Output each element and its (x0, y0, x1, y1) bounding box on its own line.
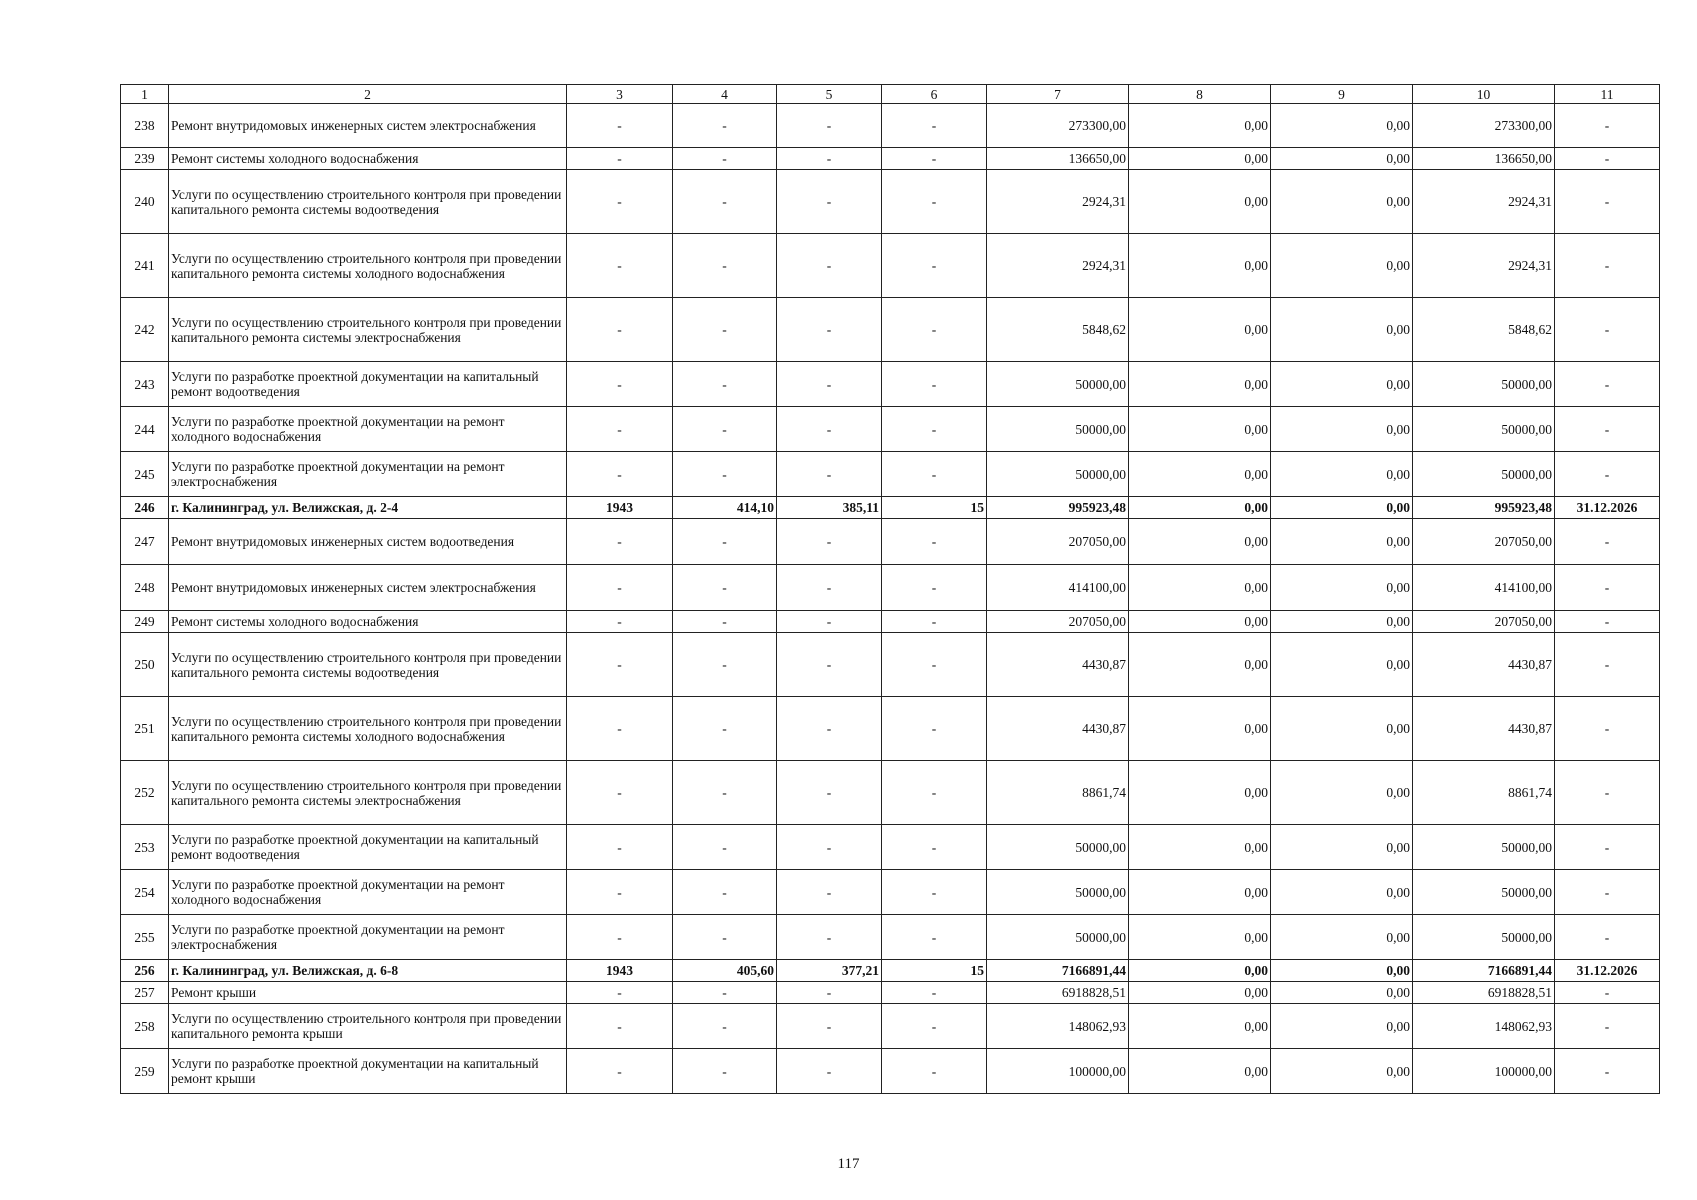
col-8-value: 0,00 (1129, 497, 1271, 519)
table-row (121, 870, 1660, 915)
col-5-value: - (777, 1004, 882, 1049)
row-number: 240 (121, 170, 169, 234)
col-5-value: - (777, 298, 882, 362)
col-9-value: 0,00 (1271, 407, 1413, 452)
col-9-value: 0,00 (1271, 565, 1413, 611)
col-6-value: - (882, 611, 987, 633)
col-5-value: - (777, 825, 882, 870)
table-row (121, 362, 1660, 407)
col-7-value: 4430,87 (987, 633, 1129, 697)
col-10-value: 148062,93 (1413, 1004, 1555, 1049)
row-number: 248 (121, 565, 169, 611)
col-3-value: 1943 (567, 497, 673, 519)
col-4-value: - (673, 452, 777, 497)
col-6-value: - (882, 148, 987, 170)
col-6-value: - (882, 519, 987, 565)
col-9-value: 0,00 (1271, 452, 1413, 497)
col-9-value: 0,00 (1271, 148, 1413, 170)
col-10-value: 4430,87 (1413, 697, 1555, 761)
col-7-value: 207050,00 (987, 519, 1129, 565)
col-8-value: 0,00 (1129, 1004, 1271, 1049)
col-9-value: 0,00 (1271, 362, 1413, 407)
col-5-value: - (777, 1049, 882, 1094)
col-8-value: 0,00 (1129, 519, 1271, 565)
col-4-value: - (673, 298, 777, 362)
col-8-value: 0,00 (1129, 1049, 1271, 1094)
work-description: Услуги по осуществлению строительного контроля при проведении капитального ремонта системы электроснабжения (169, 298, 567, 362)
row-number: 254 (121, 870, 169, 915)
work-description: Услуги по разработке проектной документации на ремонт холодного водоснабжения (169, 870, 567, 915)
col-8-value: 0,00 (1129, 148, 1271, 170)
table-row (121, 148, 1660, 170)
col-7-value: 8861,74 (987, 761, 1129, 825)
col-6-value: 15 (882, 497, 987, 519)
col-5-value: - (777, 633, 882, 697)
col-4-value: - (673, 519, 777, 565)
row-number: 242 (121, 298, 169, 362)
col-4-value: 414,10 (673, 497, 777, 519)
row-number: 256 (121, 960, 169, 982)
table-row (121, 633, 1660, 697)
col-5-value: - (777, 915, 882, 960)
col-6-value: - (882, 104, 987, 148)
col-11-value: - (1555, 234, 1660, 298)
col-6-value: - (882, 982, 987, 1004)
col-6-value: - (882, 298, 987, 362)
col-6-value: - (882, 870, 987, 915)
col-7-value: 2924,31 (987, 234, 1129, 298)
col-10-value: 273300,00 (1413, 104, 1555, 148)
col-11-value: - (1555, 565, 1660, 611)
col-8-value: 0,00 (1129, 565, 1271, 611)
col-11-value: - (1555, 982, 1660, 1004)
row-number: 239 (121, 148, 169, 170)
work-description: Услуги по осуществлению строительного контроля при проведении капитального ремонта системы холодного водоснабжения (169, 234, 567, 298)
table-row (121, 1004, 1660, 1049)
col-10-value: 207050,00 (1413, 611, 1555, 633)
col-9-value: 0,00 (1271, 982, 1413, 1004)
col-10-value: 5848,62 (1413, 298, 1555, 362)
col-3-value: - (567, 611, 673, 633)
col-4-value: - (673, 633, 777, 697)
column-number: 9 (1271, 85, 1413, 104)
col-5-value: - (777, 982, 882, 1004)
col-7-value: 136650,00 (987, 148, 1129, 170)
col-3-value: - (567, 825, 673, 870)
column-number: 2 (169, 85, 567, 104)
col-8-value: 0,00 (1129, 234, 1271, 298)
col-5-value: - (777, 761, 882, 825)
col-7-value: 148062,93 (987, 1004, 1129, 1049)
col-10-value: 50000,00 (1413, 915, 1555, 960)
col-6-value: - (882, 915, 987, 960)
col-5-value: - (777, 565, 882, 611)
col-10-value: 414100,00 (1413, 565, 1555, 611)
col-8-value: 0,00 (1129, 407, 1271, 452)
col-3-value: - (567, 870, 673, 915)
row-number: 243 (121, 362, 169, 407)
col-4-value: - (673, 565, 777, 611)
col-7-value: 2924,31 (987, 170, 1129, 234)
col-5-value: - (777, 519, 882, 565)
col-3-value: - (567, 104, 673, 148)
col-9-value: 0,00 (1271, 104, 1413, 148)
col-6-value: - (882, 407, 987, 452)
col-6-value: - (882, 452, 987, 497)
work-description: Услуги по разработке проектной документации на капитальный ремонт водоотведения (169, 362, 567, 407)
col-3-value: - (567, 362, 673, 407)
col-6-value: - (882, 825, 987, 870)
col-3-value: - (567, 234, 673, 298)
col-10-value: 50000,00 (1413, 825, 1555, 870)
col-7-value: 50000,00 (987, 915, 1129, 960)
col-3-value: - (567, 1049, 673, 1094)
col-3-value: - (567, 697, 673, 761)
work-description: Услуги по осуществлению строительного контроля при проведении капитального ремонта системы электроснабжения (169, 761, 567, 825)
col-8-value: 0,00 (1129, 761, 1271, 825)
col-7-value: 995923,48 (987, 497, 1129, 519)
col-8-value: 0,00 (1129, 915, 1271, 960)
col-8-value: 0,00 (1129, 697, 1271, 761)
col-5-value: - (777, 148, 882, 170)
col-4-value: - (673, 825, 777, 870)
column-number: 7 (987, 85, 1129, 104)
work-description: Услуги по осуществлению строительного контроля при проведении капитального ремонта системы водоотведения (169, 170, 567, 234)
work-description: Услуги по разработке проектной документации на ремонт электроснабжения (169, 452, 567, 497)
work-description: г. Калининград, ул. Велижская, д. 6-8 (169, 960, 567, 982)
col-3-value: - (567, 565, 673, 611)
col-11-value: - (1555, 697, 1660, 761)
row-number: 244 (121, 407, 169, 452)
col-10-value: 7166891,44 (1413, 960, 1555, 982)
col-4-value: - (673, 1049, 777, 1094)
work-description: Услуги по осуществлению строительного контроля при проведении капитального ремонта системы водоотведения (169, 633, 567, 697)
row-number: 253 (121, 825, 169, 870)
col-5-value: - (777, 611, 882, 633)
col-6-value: - (882, 362, 987, 407)
work-description: Услуги по осуществлению строительного контроля при проведении капитального ремонта системы холодного водоснабжения (169, 697, 567, 761)
col-6-value: 15 (882, 960, 987, 982)
col-11-value: - (1555, 298, 1660, 362)
col-11-value: - (1555, 633, 1660, 697)
col-7-value: 273300,00 (987, 104, 1129, 148)
col-8-value: 0,00 (1129, 982, 1271, 1004)
col-11-value: 31.12.2026 (1555, 497, 1660, 519)
col-6-value: - (882, 697, 987, 761)
col-7-value: 100000,00 (987, 1049, 1129, 1094)
col-4-value: - (673, 362, 777, 407)
col-4-value: - (673, 234, 777, 298)
table-row (121, 519, 1660, 565)
col-11-value: - (1555, 1004, 1660, 1049)
col-10-value: 2924,31 (1413, 234, 1555, 298)
col-10-value: 8861,74 (1413, 761, 1555, 825)
col-7-value: 50000,00 (987, 870, 1129, 915)
col-10-value: 2924,31 (1413, 170, 1555, 234)
col-7-value: 7166891,44 (987, 960, 1129, 982)
col-7-value: 6918828,51 (987, 982, 1129, 1004)
col-9-value: 0,00 (1271, 1049, 1413, 1094)
col-4-value: - (673, 1004, 777, 1049)
col-8-value: 0,00 (1129, 362, 1271, 407)
col-11-value: - (1555, 104, 1660, 148)
work-description: Ремонт крыши (169, 982, 567, 1004)
col-3-value: - (567, 761, 673, 825)
row-number: 238 (121, 104, 169, 148)
col-10-value: 50000,00 (1413, 362, 1555, 407)
col-9-value: 0,00 (1271, 170, 1413, 234)
col-4-value: - (673, 611, 777, 633)
col-8-value: 0,00 (1129, 298, 1271, 362)
col-4-value: - (673, 148, 777, 170)
table-row (121, 104, 1660, 148)
col-8-value: 0,00 (1129, 960, 1271, 982)
row-number: 255 (121, 915, 169, 960)
table-row (121, 565, 1660, 611)
column-number: 4 (673, 85, 777, 104)
column-number: 8 (1129, 85, 1271, 104)
col-6-value: - (882, 1004, 987, 1049)
col-9-value: 0,00 (1271, 298, 1413, 362)
col-9-value: 0,00 (1271, 960, 1413, 982)
col-9-value: 0,00 (1271, 697, 1413, 761)
col-10-value: 50000,00 (1413, 452, 1555, 497)
col-11-value: - (1555, 362, 1660, 407)
col-3-value: - (567, 982, 673, 1004)
row-number: 259 (121, 1049, 169, 1094)
work-description: Услуги по разработке проектной документации на капитальный ремонт крыши (169, 1049, 567, 1094)
col-4-value: - (673, 104, 777, 148)
work-description: Ремонт системы холодного водоснабжения (169, 148, 567, 170)
col-5-value: - (777, 870, 882, 915)
table-row (121, 1049, 1660, 1094)
column-number-row (121, 85, 1660, 104)
col-7-value: 414100,00 (987, 565, 1129, 611)
col-11-value: - (1555, 519, 1660, 565)
col-3-value: - (567, 1004, 673, 1049)
col-7-value: 50000,00 (987, 407, 1129, 452)
col-5-value: - (777, 697, 882, 761)
col-10-value: 100000,00 (1413, 1049, 1555, 1094)
col-5-value: 377,21 (777, 960, 882, 982)
col-8-value: 0,00 (1129, 611, 1271, 633)
work-description: Услуги по разработке проектной документации на ремонт холодного водоснабжения (169, 407, 567, 452)
col-9-value: 0,00 (1271, 234, 1413, 298)
col-3-value: - (567, 298, 673, 362)
table-row (121, 761, 1660, 825)
column-number: 5 (777, 85, 882, 104)
work-description: Ремонт внутридомовых инженерных систем электроснабжения (169, 565, 567, 611)
table-row (121, 234, 1660, 298)
col-9-value: 0,00 (1271, 633, 1413, 697)
col-5-value: - (777, 362, 882, 407)
col-6-value: - (882, 170, 987, 234)
col-9-value: 0,00 (1271, 915, 1413, 960)
col-9-value: 0,00 (1271, 1004, 1413, 1049)
work-description: Услуги по разработке проектной документации на ремонт электроснабжения (169, 915, 567, 960)
col-11-value: - (1555, 148, 1660, 170)
col-3-value: - (567, 915, 673, 960)
col-10-value: 50000,00 (1413, 870, 1555, 915)
column-number: 3 (567, 85, 673, 104)
col-8-value: 0,00 (1129, 870, 1271, 915)
col-11-value: - (1555, 1049, 1660, 1094)
col-4-value: - (673, 915, 777, 960)
col-8-value: 0,00 (1129, 104, 1271, 148)
col-11-value: - (1555, 407, 1660, 452)
col-7-value: 5848,62 (987, 298, 1129, 362)
col-5-value: - (777, 407, 882, 452)
col-5-value: - (777, 104, 882, 148)
col-6-value: - (882, 565, 987, 611)
col-10-value: 136650,00 (1413, 148, 1555, 170)
col-7-value: 4430,87 (987, 697, 1129, 761)
col-5-value: - (777, 170, 882, 234)
column-number: 1 (121, 85, 169, 104)
table-row (121, 697, 1660, 761)
col-4-value: - (673, 697, 777, 761)
column-number: 10 (1413, 85, 1555, 104)
col-6-value: - (882, 633, 987, 697)
col-10-value: 6918828,51 (1413, 982, 1555, 1004)
row-number: 251 (121, 697, 169, 761)
col-11-value: - (1555, 825, 1660, 870)
row-number: 252 (121, 761, 169, 825)
col-11-value: - (1555, 870, 1660, 915)
col-7-value: 50000,00 (987, 825, 1129, 870)
col-3-value: - (567, 633, 673, 697)
work-description: Ремонт внутридомовых инженерных систем водоотведения (169, 519, 567, 565)
col-9-value: 0,00 (1271, 611, 1413, 633)
col-5-value: - (777, 234, 882, 298)
work-description: Ремонт системы холодного водоснабжения (169, 611, 567, 633)
col-6-value: - (882, 761, 987, 825)
col-9-value: 0,00 (1271, 825, 1413, 870)
col-7-value: 207050,00 (987, 611, 1129, 633)
table-row (121, 407, 1660, 452)
row-number: 257 (121, 982, 169, 1004)
col-4-value: 405,60 (673, 960, 777, 982)
col-10-value: 207050,00 (1413, 519, 1555, 565)
row-number: 245 (121, 452, 169, 497)
row-number: 247 (121, 519, 169, 565)
column-number: 11 (1555, 85, 1660, 104)
col-10-value: 995923,48 (1413, 497, 1555, 519)
column-number: 6 (882, 85, 987, 104)
col-11-value: - (1555, 611, 1660, 633)
col-8-value: 0,00 (1129, 452, 1271, 497)
col-8-value: 0,00 (1129, 170, 1271, 234)
col-11-value: - (1555, 170, 1660, 234)
col-3-value: - (567, 148, 673, 170)
work-description: Ремонт внутридомовых инженерных систем электроснабжения (169, 104, 567, 148)
col-9-value: 0,00 (1271, 761, 1413, 825)
table-row-address (121, 497, 1660, 519)
col-11-value: - (1555, 452, 1660, 497)
col-9-value: 0,00 (1271, 519, 1413, 565)
col-3-value: - (567, 407, 673, 452)
col-11-value: - (1555, 761, 1660, 825)
row-number: 249 (121, 611, 169, 633)
col-9-value: 0,00 (1271, 497, 1413, 519)
table-row (121, 982, 1660, 1004)
col-3-value: 1943 (567, 960, 673, 982)
col-4-value: - (673, 982, 777, 1004)
table-body (121, 85, 1660, 1094)
work-plan-table (120, 84, 1660, 1094)
col-9-value: 0,00 (1271, 870, 1413, 915)
col-10-value: 50000,00 (1413, 407, 1555, 452)
col-8-value: 0,00 (1129, 633, 1271, 697)
col-11-value: - (1555, 915, 1660, 960)
col-7-value: 50000,00 (987, 362, 1129, 407)
work-description: Услуги по разработке проектной документации на капитальный ремонт водоотведения (169, 825, 567, 870)
row-number: 241 (121, 234, 169, 298)
col-6-value: - (882, 234, 987, 298)
table-row-address (121, 960, 1660, 982)
col-7-value: 50000,00 (987, 452, 1129, 497)
col-10-value: 4430,87 (1413, 633, 1555, 697)
table-row (121, 611, 1660, 633)
row-number: 258 (121, 1004, 169, 1049)
col-5-value: 385,11 (777, 497, 882, 519)
table-row (121, 170, 1660, 234)
col-3-value: - (567, 170, 673, 234)
col-6-value: - (882, 1049, 987, 1094)
row-number: 250 (121, 633, 169, 697)
col-3-value: - (567, 519, 673, 565)
table-row (121, 452, 1660, 497)
col-5-value: - (777, 452, 882, 497)
col-11-value: 31.12.2026 (1555, 960, 1660, 982)
work-description: Услуги по осуществлению строительного контроля при проведении капитального ремонта крыши (169, 1004, 567, 1049)
table-row (121, 915, 1660, 960)
col-4-value: - (673, 761, 777, 825)
page-number: 117 (837, 1156, 860, 1172)
col-4-value: - (673, 870, 777, 915)
col-4-value: - (673, 407, 777, 452)
col-3-value: - (567, 452, 673, 497)
table-row (121, 298, 1660, 362)
table-row (121, 825, 1660, 870)
row-number: 246 (121, 497, 169, 519)
col-4-value: - (673, 170, 777, 234)
work-description: г. Калининград, ул. Велижская, д. 2-4 (169, 497, 567, 519)
col-8-value: 0,00 (1129, 825, 1271, 870)
